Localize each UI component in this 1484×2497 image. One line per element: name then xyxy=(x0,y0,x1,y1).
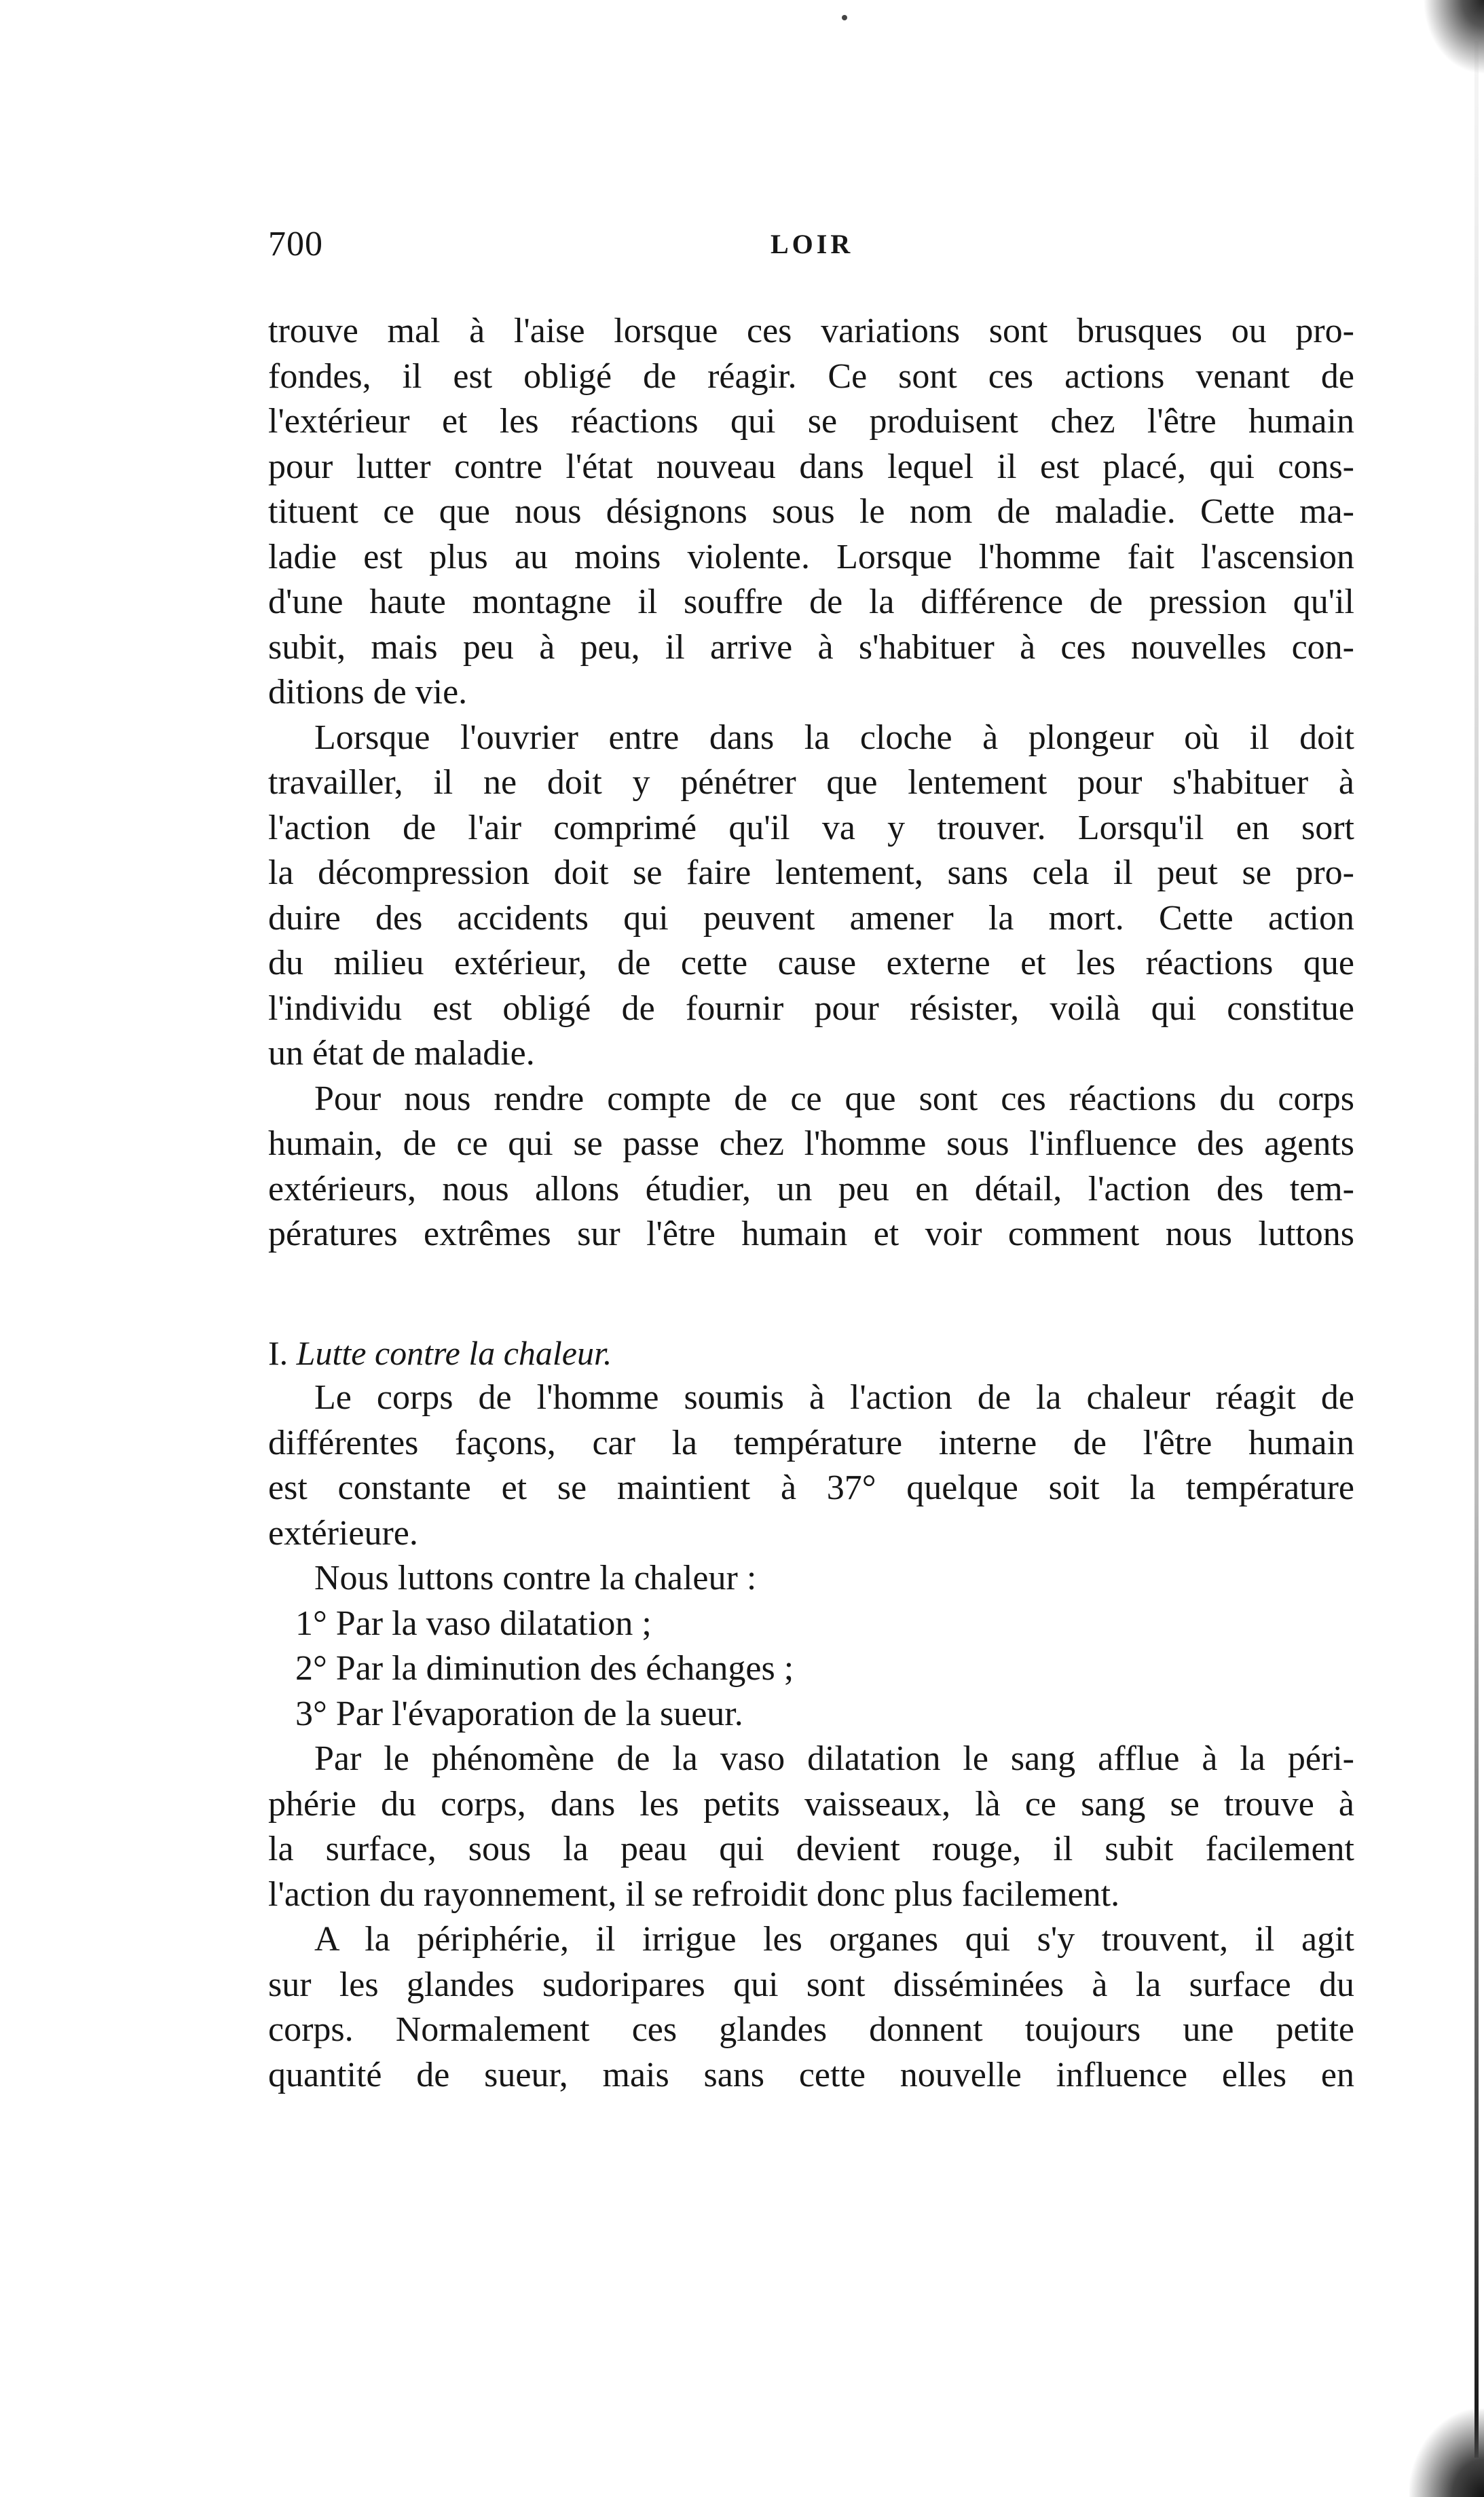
text-line: tituent ce que nous désignons sous le nom de maladie. Cette ma- xyxy=(268,492,1354,531)
text-line: trouve mal à l'aise lorsque ces variations sont brusques ou pro- xyxy=(268,312,1354,350)
list-item: 3° Par l'évaporation de la sueur. xyxy=(295,1694,743,1733)
body-text xyxy=(268,309,1354,2098)
text-line: ladie est plus au moins violente. Lorsque l'homme fait l'ascension xyxy=(268,537,1354,576)
text-line: subit, mais peu à peu, il arrive à s'habituer à ces nouvelles con- xyxy=(268,627,1354,667)
text-line: phérie du corps, dans les petits vaisseaux, là ce sang se trouve à xyxy=(268,1784,1354,1824)
paragraph xyxy=(268,309,1354,716)
scan-corner-bottom xyxy=(1409,2409,1484,2497)
text-line: humain, de ce qui se passe chez l'homme sous l'influence des agents xyxy=(268,1124,1354,1163)
page-header xyxy=(268,224,1354,272)
text-line: sur les glandes sudoripares qui sont disséminées à la surface du xyxy=(268,1965,1354,2004)
text-line: un état de maladie. xyxy=(268,1034,535,1073)
text-line: Pour nous rendre compte de ce que sont ces réactions du corps xyxy=(314,1079,1354,1118)
list-item: 2° Par la diminution des échanges ; xyxy=(295,1649,794,1688)
paragraph xyxy=(268,1737,1354,1917)
running-head: LOIR xyxy=(771,229,854,259)
section-number: I. xyxy=(268,1333,289,1372)
section-title: Lutte contre la chaleur. xyxy=(296,1333,612,1372)
text-line: quantité de sueur, mais sans cette nouvelle influence elles en xyxy=(268,2055,1354,2094)
text-line: la décompression doit se faire lentement, sans cela il peut se pro- xyxy=(268,853,1354,892)
text-line: du milieu extérieur, de cette cause externe et les réactions que xyxy=(268,944,1354,982)
text-line: est constante et se maintient à 37° quelque soit la température xyxy=(268,1468,1354,1507)
paragraph xyxy=(268,1077,1354,1257)
text-line: fondes, il est obligé de réagir. Ce sont ces actions venant de xyxy=(268,356,1354,396)
section-heading xyxy=(268,1331,1354,1376)
scan-edge-shadow xyxy=(1474,41,1479,2458)
text-line: l'action du rayonnement, il se refroidit donc plus facilement. xyxy=(268,1874,1120,1914)
text-line: l'individu est obligé de fournir pour résister, voilà qui constitue xyxy=(268,988,1354,1028)
text-line: la surface, sous la peau qui devient rouge, il subit facilement xyxy=(268,1830,1354,1868)
text-line: A la périphérie, il irrigue les organes qui s'y trouvent, il agit xyxy=(314,1920,1354,1959)
text-line: l'action de l'air comprimé qu'il va y trouver. Lorsqu'il en sort xyxy=(268,808,1354,847)
paragraph xyxy=(268,1556,1354,1602)
text-line: Le corps de l'homme soumis à l'action de la chaleur réagit de xyxy=(314,1378,1354,1417)
paragraph xyxy=(268,716,1354,1077)
text-line: l'extérieur et les réactions qui se produisent chez l'être humain xyxy=(268,402,1354,441)
scan-speck xyxy=(842,15,847,20)
paragraph xyxy=(268,1917,1354,2098)
section-gap xyxy=(268,1257,1354,1331)
scan-edge xyxy=(1457,0,1484,2497)
text-line: extérieurs, nous allons étudier, un peu en détail, l'action des tem- xyxy=(268,1169,1354,1208)
text-line: différentes façons, car la température interne de l'être humain xyxy=(268,1423,1354,1462)
text-line: duire des accidents qui peuvent amener la mort. Cette action xyxy=(268,898,1354,938)
text-line: pour lutter contre l'état nouveau dans lequel il est placé, qui cons- xyxy=(268,447,1354,486)
text-line: Par le phénomène de la vaso dilatation le sang afflue à la péri- xyxy=(314,1739,1354,1778)
text-line: d'une haute montagne il souffre de la différence de pression qu'il xyxy=(268,582,1354,621)
text-line: ditions de vie. xyxy=(268,673,468,711)
paragraph xyxy=(268,1375,1354,1556)
text-line: travailler, il ne doit y pénétrer que lentement pour s'habituer à xyxy=(268,763,1354,802)
list-item: 1° Par la vaso dilatation ; xyxy=(295,1604,652,1643)
scan-corner-top xyxy=(1423,0,1484,75)
text-line: Lorsque l'ouvrier entre dans la cloche à plongeur où il doit xyxy=(314,718,1354,757)
text-line: corps. Normalement ces glandes donnent toujours une petite xyxy=(268,2010,1354,2049)
text-line: pératures extrêmes sur l'être humain et voir comment nous luttons xyxy=(268,1215,1354,1253)
page-number: 700 xyxy=(268,225,323,263)
numbered-list xyxy=(268,1602,1354,1737)
text-line: extérieure. xyxy=(268,1513,418,1553)
text-line: Nous luttons contre la chaleur : xyxy=(314,1559,757,1597)
